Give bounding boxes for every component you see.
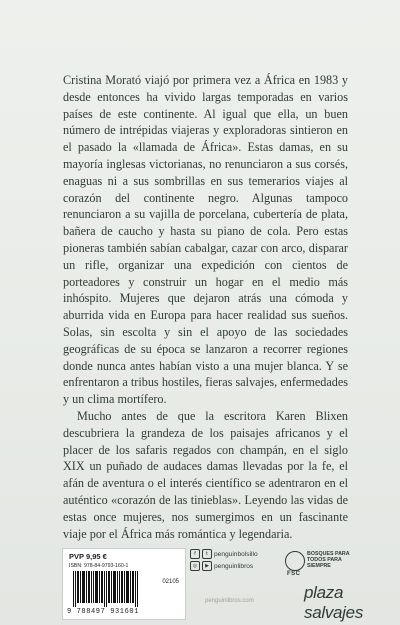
youtube-icon: ▶ [202,561,212,571]
fsc-certification [285,551,355,581]
publisher-logo: plaza salvajes [304,583,364,622]
fsc-slogan: BOSQUES PARA TODOS PARA SIEMPRE [307,551,350,570]
social-handle-2: penguinlibros [214,562,254,570]
social-row-1 [190,548,280,560]
social-handle-1: penguinbolsillo [214,550,258,558]
fsc-logo: FSC [287,571,301,577]
barcode-panel [62,548,186,620]
price-label: PVP 9,95 € [69,552,107,561]
publisher-url: penguinlibros.com [205,598,254,604]
blurb-paragraph-1: Cristina Morató viajó por primera vez a África en 1983 y desde entonces ha vivido largas temporadas en varios países de este continente. Al igual que ella, un buen número de intrépidas viajeras y exploradoras sintieron en el pasado la «llamada de África». Estas damas, en su mayoría inglesas victorianas, no renunciaron a sus corsés, enaguas ni a sus sombrillas en sus temerarios viajes al corazón del continente negro. Algunas tampoco renunciaron a su vajilla de porcelana, cubertería de plata, bañera de caucho y hasta su piano de cola. Pero estas pioneras también sabían cabalgar, cazar con arco, disparar un rifle, organizar una expedición con cientos de porteadores y construir un hogar en el medio más inhóspito. Mujeres que dejaron atrás una cómoda y aburrida vida en Europa para hacer realidad sus sueños. Solas, sin escolta y sin el apoyo de las sociedades geográficas de su época se lanzaron a recorrer regiones donde nunca antes habían visto a una mujer blanca. Y se enfrentaron a tribus hostiles, fieras salvajes, enfermedades y un clima mortífero. [63,73,348,407]
social-row-2 [190,560,280,572]
fsc-tree-icon [285,551,305,571]
twitter-icon: t [202,549,212,559]
product-code: 02105 [162,579,179,585]
isbn-label: ISBN: 978-84-9793-160-1 [69,563,129,569]
barcode-icon [73,571,139,607]
ean-digits: 9 788497 931601 [67,608,140,616]
blurb-paragraph-2: Mucho antes de que la escritora Karen Blixen descubriera la grandeza de los paisajes africanos y el placer de los safaris regados con champán, en el siglo XIX un puñado de audaces damas llevadas por la fe, el afán de aventura o el interés científico se adentraron en el auténtico «corazón de las tinieblas». Leyendo las vidas de estas once mujeres, nos sumergimos en un fascinante viaje por el África más romántica y legendaria. [63,408,348,541]
facebook-icon: f [190,549,200,559]
back-cover-blurb [63,72,348,542]
social-handles [190,548,280,572]
instagram-icon: ◎ [190,561,200,571]
